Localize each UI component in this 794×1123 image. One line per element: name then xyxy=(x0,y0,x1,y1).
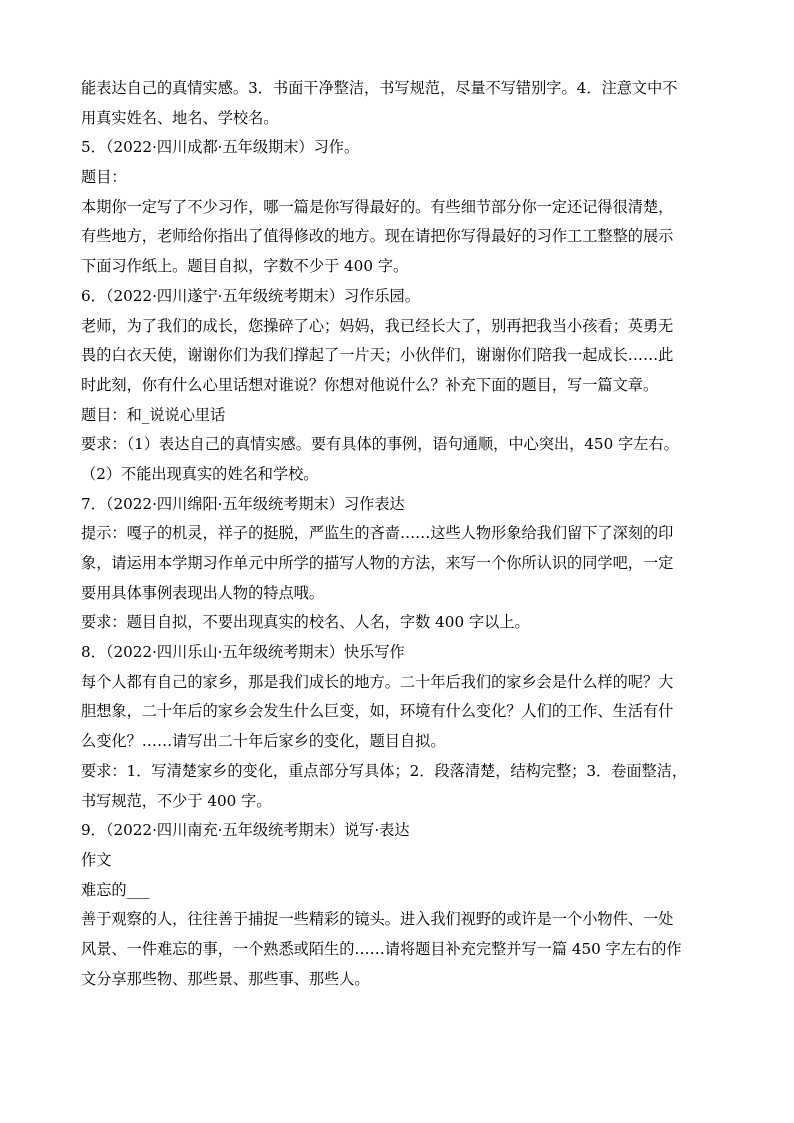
question-6-heading: 6．（2022·四川遂宁·五年级统考期末）习作乐园。 xyxy=(81,286,420,305)
question-7-text-line-2: 象，请运用本学期习作单元中所学的描写人物的方法，来写一个你所认识的同学吧，一定 xyxy=(81,554,674,572)
question-8-text-line-3: 么变化？……请写出二十年后家乡的变化，题目自拟。 xyxy=(81,732,446,751)
question-7-text-line-1: 提示：嘎子的机灵，祥子的挺脱，严监生的吝啬……这些人物形象给我们留下了深刻的印 xyxy=(81,524,674,543)
question-7-requirement: 要求：题目自拟，不要出现真实的校名、人名，字数 400 字以上。 xyxy=(81,613,530,632)
question-6-text-line-3: 时此刻，你有什么心里话想对谁说？你想对他说什么？补充下面的题目，写一篇文章。 xyxy=(81,375,659,394)
question-8-requirement-line-1: 要求：1．写清楚家乡的变化，重点部分写具体；2．段落清楚，结构完整；3．卷面整洁， xyxy=(81,761,688,780)
question-9-section-label: 作文 xyxy=(81,850,112,869)
question-9-text-line-1: 善于观察的人，往往善于捕捉一些精彩的镜头。进入我们视野的或许是一个小物件、一处 xyxy=(81,910,674,929)
question-8-requirement-line-2: 书写规范，不少于 400 字。 xyxy=(81,791,272,810)
document-body xyxy=(81,74,713,994)
text-line-2: 用真实姓名、地名、学校名。 xyxy=(81,108,279,127)
question-9-text-line-2: 风景、一件难忘的事，一个熟悉或陌生的……请将题目补充完整并写一篇 450 字左右的作 xyxy=(81,939,682,958)
question-5-text-line-2: 有些地方，老师给你指出了值得修改的地方。现在请把你写得最好的习作工工整整的展示 xyxy=(81,227,674,246)
question-6-requirement-2: （2）不能出现真实的姓名和学校。 xyxy=(81,464,319,483)
question-8-heading: 8．（2022·四川乐山·五年级统考期末）快乐写作 xyxy=(81,643,405,662)
question-7-heading: 7．（2022·四川绵阳·五年级统考期末）习作表达 xyxy=(81,494,405,513)
text-line-1: 能表达自己的真情实感。3．书面干净整洁，书写规范，尽量不写错别字。4．注意文中不 xyxy=(81,79,678,97)
question-6-text-line-2: 畏的白衣天使，谢谢你们为我们撑起了一片天；小伙伴们，谢谢你们陪我一起成长……此 xyxy=(81,346,674,365)
question-8-text-line-1: 每个人都有自己的家乡，那是我们成长的地方。二十年后我们的家乡会是什么样的呢？大 xyxy=(81,672,674,691)
question-6-title: 题目：和_说说心里话 xyxy=(81,405,226,424)
question-6-requirement-1: 要求：（1）表达自己的真情实感。要有具体的事例，语句通顺，中心突出，450 字左右。 xyxy=(81,435,679,454)
question-5-text-line-3: 下面习作纸上。题目自拟，字数不少于 400 字。 xyxy=(81,257,409,276)
question-5-text-line-1: 本期你一定写了不少习作，哪一篇是你写得最好的。有些细节部分你一定还记得很清楚， xyxy=(81,197,674,216)
question-7-text-line-3: 要用具体事例表现出人物的特点哦。 xyxy=(81,583,324,602)
question-8-text-line-2: 胆想象，二十年后的家乡会发生什么巨变，如，环境有什么变化？人们的工作、生活有什 xyxy=(81,702,674,721)
question-5-title-label: 题目： xyxy=(81,168,127,187)
question-9-heading: 9．（2022·四川南充·五年级统考期末）说写·表达 xyxy=(81,821,410,840)
question-6-text-line-1: 老师，为了我们的成长，您操碎了心；妈妈，我已经长大了，别再把我当小孩看；英勇无 xyxy=(81,316,674,335)
question-9-title: 难忘的___ xyxy=(81,880,150,899)
question-5-heading: 5．（2022·四川成都·五年级期末）习作。 xyxy=(81,138,360,157)
question-9-text-line-3: 文分享那些物、那些景、那些事、那些人。 xyxy=(81,969,370,988)
